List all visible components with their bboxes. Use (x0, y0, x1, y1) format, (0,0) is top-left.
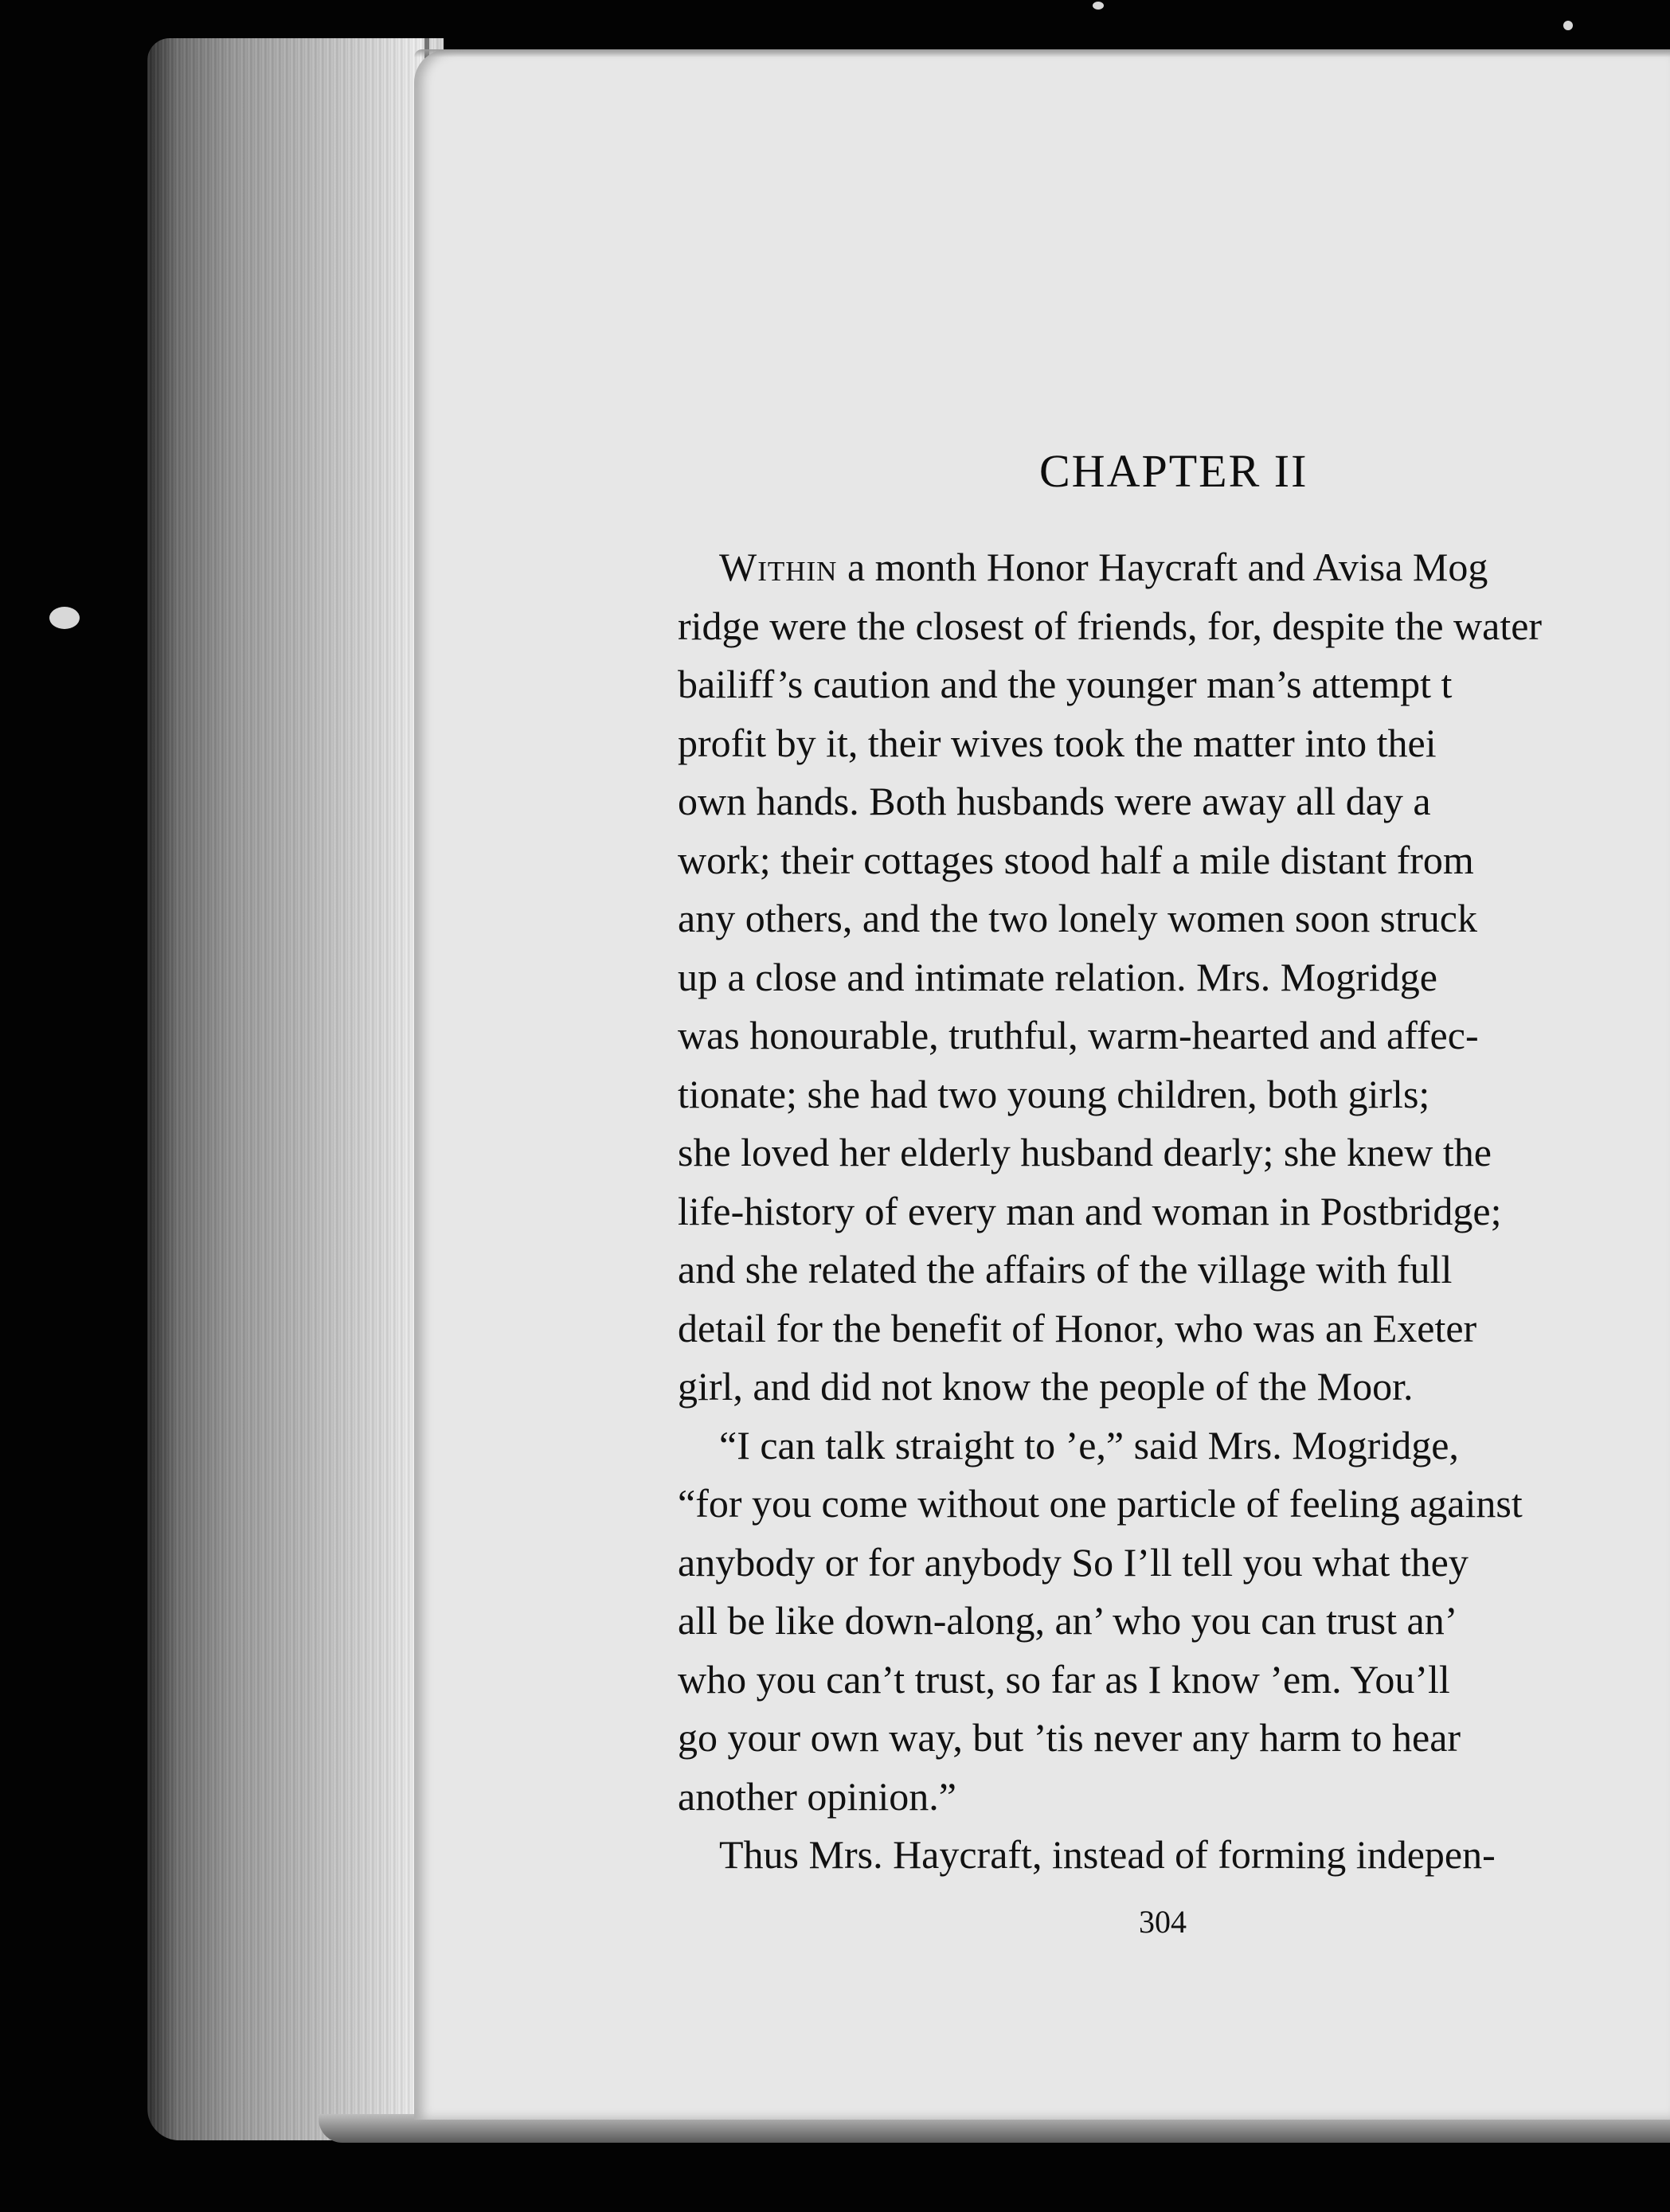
page-top-shadow (414, 49, 1670, 57)
text-line: ridge were the closest of friends, for, despite the water (678, 603, 1543, 648)
text-line: who you can’t trust, so far as I know ’em. You’ll (678, 1656, 1450, 1702)
text-line: and she related the affairs of the village with full (678, 1247, 1453, 1292)
text-line: anybody or for anybody So I’ll tell you what they (678, 1539, 1469, 1585)
text-line: life-history of every man and woman in Postbridge; (678, 1188, 1502, 1233)
text-line: own hands. Both husbands were away all day a (678, 779, 1431, 823)
line-text: a month Honor Haycraft and Avisa Mog (837, 545, 1488, 589)
dust-speck (49, 607, 80, 629)
page-number: 304 (1139, 1904, 1187, 1940)
dust-speck (1093, 2, 1104, 10)
text-line: bailiff’s caution and the younger man’s attempt t (678, 662, 1453, 706)
text-line: work; their cottages stood half a mile distant from (678, 837, 1474, 882)
text-line: profit by it, their wives took the matter into thei (678, 720, 1437, 765)
dust-speck (1563, 21, 1573, 30)
text-line: all be like down-along, an’ who you can trust an’ (678, 1598, 1458, 1643)
page-edges (147, 38, 444, 2140)
text-line: detail for the benefit of Honor, who was an Exeter (678, 1305, 1477, 1350)
text-line: go your own way, but ’tis never any harm to hear (678, 1715, 1461, 1760)
text-line: another opinion.” (678, 1773, 956, 1819)
text-line (678, 538, 1670, 597)
small-caps-lead-word: Within (719, 545, 838, 589)
text-line: “I can talk straight to ’e,” said Mrs. Mogridge, (719, 1422, 1459, 1468)
text-line: Thus Mrs. Haycraft, instead of forming indepen- (719, 1832, 1496, 1877)
text-line: girl, and did not know the people of the Moor. (678, 1364, 1414, 1409)
body-text (678, 538, 1670, 1885)
text-line: tionate; she had two young children, both girls; (678, 1071, 1430, 1116)
text-line: any others, and the two lonely women soon struck (678, 896, 1477, 940)
text-line: up a close and intimate relation. Mrs. Mogridge (678, 954, 1437, 999)
chapter-heading: CHAPTER II (1039, 445, 1308, 497)
text-line: “for you come without one particle of feeling against (678, 1481, 1523, 1526)
text-line: she loved her elderly husband dearly; she knew the (678, 1130, 1492, 1174)
text-line: was honourable, truthful, warm-hearted and affec- (678, 1013, 1479, 1057)
